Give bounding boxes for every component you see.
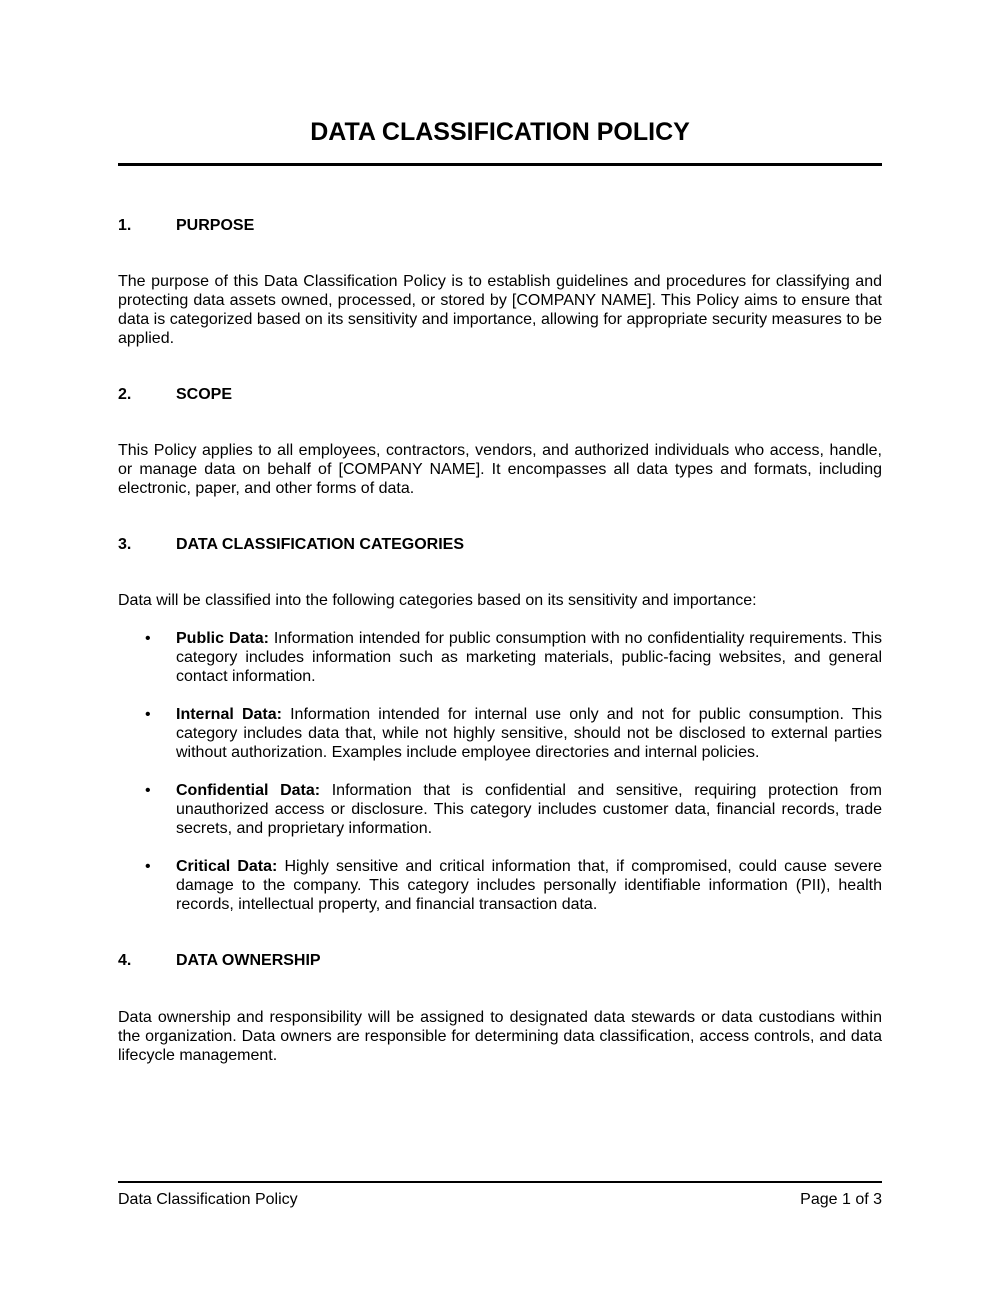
section-number: 3. — [118, 536, 132, 553]
categories-intro-paragraph: Data will be classified into the following categories based on its sensitivity and importance: — [118, 592, 757, 609]
scope-paragraph: This Policy applies to all employees, contractors, vendors, and authorized individuals who access, handle, or manage data on behalf of [COMPANY NAME]. It encompasses all data types and formats, including electronic, paper, and other forms of data. — [118, 442, 882, 497]
category-term: Internal Data: — [176, 706, 282, 723]
category-description: Information that is confidential and sensitive, requiring protection from unauthorized access or disclosure. This category includes customer data, financial records, trade secrets, and proprietary information. — [176, 782, 882, 837]
section-number: 1. — [118, 217, 132, 234]
list-item-internal-data — [118, 705, 882, 762]
category-list — [118, 629, 882, 933]
bullet-icon: • — [145, 706, 151, 723]
category-description: Information intended for internal use only and not for public consumption. This category includes data that, while not highly sensitive, should not be disclosed to external parties without authorization. Examples include employee directories and internal policies. — [176, 706, 882, 761]
list-item-confidential-data — [118, 781, 882, 838]
footer-document-name: Data Classification Policy — [118, 1191, 298, 1208]
list-item-public-data — [118, 629, 882, 686]
section-title: DATA OWNERSHIP — [176, 952, 321, 969]
footer-divider — [118, 1181, 882, 1183]
list-item-critical-data — [118, 857, 882, 914]
category-term: Public Data: — [176, 630, 269, 647]
bullet-icon: • — [145, 782, 151, 799]
bullet-icon: • — [145, 858, 151, 875]
category-description: Highly sensitive and critical information that, if compromised, could cause severe damage to the company. This category includes personally identifiable information (PII), health records, intellectual property, and financial transaction data. — [176, 858, 882, 913]
bullet-icon: • — [145, 630, 151, 647]
category-term: Confidential Data: — [176, 782, 321, 799]
section-number: 4. — [118, 952, 132, 969]
section-number: 2. — [118, 386, 132, 403]
section-title: SCOPE — [176, 386, 233, 403]
ownership-paragraph: Data ownership and responsibility will be assigned to designated data stewards or data custodians within the organization. Data owners are responsible for determining data classification, access controls, and data lifecycle management. — [118, 1009, 882, 1064]
section-heading-categories — [118, 535, 882, 554]
category-description: Information intended for public consumption with no confidentiality requirements. This category includes information such as marketing materials, public-facing websites, and general contact information. — [176, 630, 882, 685]
section-title: PURPOSE — [176, 217, 255, 234]
section-title: DATA CLASSIFICATION CATEGORIES — [176, 536, 464, 553]
footer-page-number: Page 1 of 3 — [800, 1191, 882, 1208]
title-divider — [118, 163, 882, 166]
document-title: DATA CLASSIFICATION POLICY — [310, 118, 690, 146]
purpose-paragraph: The purpose of this Data Classification Policy is to establish guidelines and procedures for classifying and protecting data assets owned, processed, or stored by [COMPANY NAME]. This Policy aims to ensure that data is categorized based on its sensitivity and importance, allowing for appropriate security measures to be applied. — [118, 273, 882, 347]
section-heading-purpose — [118, 216, 882, 235]
section-heading-scope — [118, 385, 882, 404]
section-heading-ownership — [118, 951, 882, 970]
category-term: Critical Data: — [176, 858, 278, 875]
